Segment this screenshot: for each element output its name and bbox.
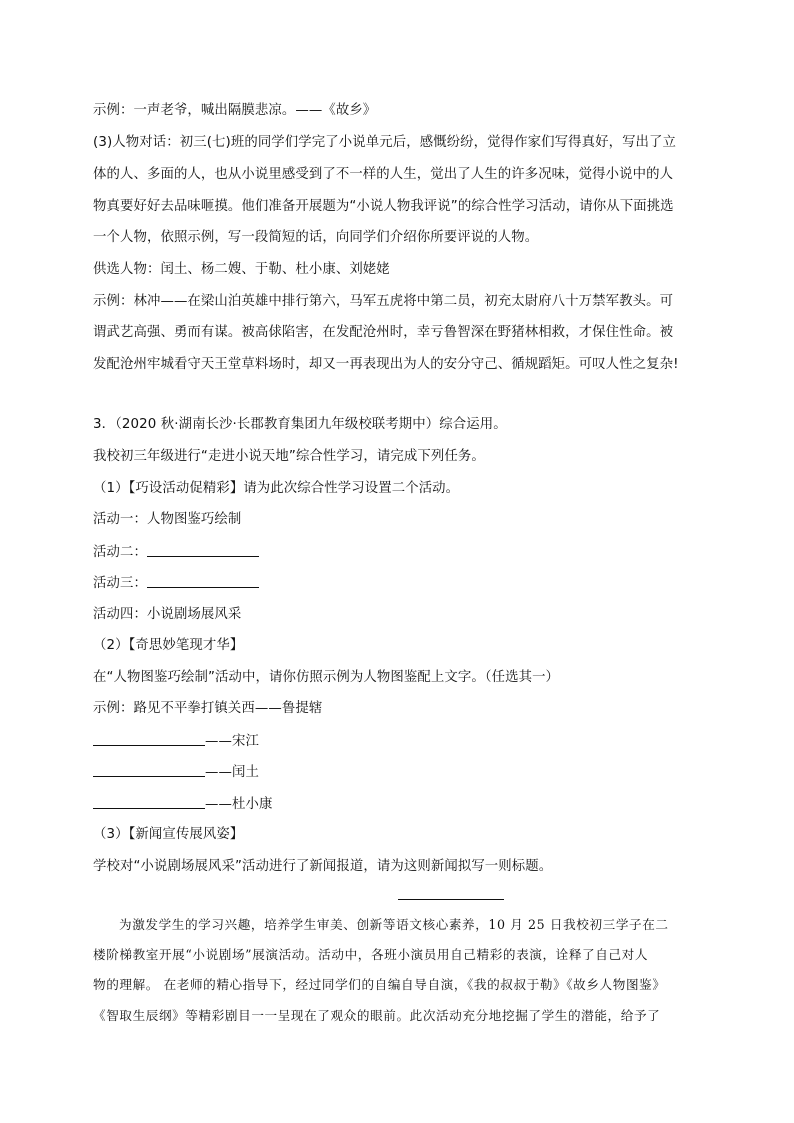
question-3-dialogue-line-2: 体的人、多面的人，也从小说里感受到了不一样的人生，觉出了人生的许多况味，觉得小说中的人	[93, 167, 674, 182]
task-3-heading: （3）【新闻宣传展风姿】	[93, 827, 244, 842]
news-paragraph-line-3: 物的理解。 在老师的精心指导下，经过同学们的自编自导自演，《我的叔叔于勒》《故乡人物图鉴》	[93, 977, 666, 992]
caption-runtu-label: ——闰土	[205, 765, 259, 780]
caption-runtu-blank[interactable]	[93, 762, 205, 777]
question-3-heading: 3．（2020 秋·湖南长沙·长郡教育集团九年级校联考期中）综合运用。	[93, 417, 507, 432]
news-paragraph-line-1: 为激发学生的学习兴趣，培养学生审美、创新等语文核心素养，10 月 25 日我校初三学子在二	[119, 917, 669, 932]
news-paragraph-line-4: 《智取生辰纲》等精彩剧目一一呈现在了观众的眼前。此次活动充分地挖掘了学生的潜能，给予了	[93, 1008, 661, 1023]
news-title-blank[interactable]	[398, 898, 504, 900]
candidate-characters: 供选人物：闰土、杨二嫂、于勒、杜小康、刘姥姥	[93, 262, 390, 277]
activity-2	[93, 542, 259, 563]
activity-3-label: 活动三：	[93, 576, 147, 591]
question-3-dialogue-line-4: 一个人物，依照示例，写一段简短的话，向同学们介绍你所要评说的人物。	[93, 230, 539, 245]
activity-4: 活动四：小说剧场展风采	[93, 607, 242, 622]
activity-1: 活动一：人物图鉴巧绘制	[93, 512, 242, 527]
task-2-heading: （2）【奇思妙笔现才华】	[93, 638, 244, 653]
activity-3	[93, 573, 259, 594]
caption-duxiaokang-label: ——杜小康	[205, 797, 273, 812]
task-2-instruction: 在“人物图鉴巧绘制”活动中，请你仿照示例为人物图鉴配上文字。（任选其一）	[93, 670, 560, 685]
question-3-dialogue-line-3: 物真要好好去品味咂摸。他们准备开展题为“小说人物我评说”的综合性学习活动，请你从下面挑选	[93, 199, 674, 214]
question-3-dialogue-line-1: (3)人物对话：初三(七)班的同学们学完了小说单元后，感慨纷纷，觉得作家们写得真好，写出了立	[93, 135, 677, 150]
activity-3-answer-blank[interactable]	[147, 573, 259, 588]
task-1-heading: （1）【巧设活动促精彩】请为此次综合性学习设置二个活动。	[93, 481, 460, 496]
task-3-instruction: 学校对“小说剧场展风采”活动进行了新闻报道，请为这则新闻拟写一则标题。	[93, 859, 553, 874]
caption-duxiaokang	[93, 794, 272, 815]
example-line-guxiang: 示例：一声老爷，喊出隔膜悲凉。——《故乡》	[93, 103, 377, 118]
activity-2-label: 活动二：	[93, 545, 147, 560]
caption-songjiang-label: ——宋江	[205, 734, 259, 749]
activity-2-answer-blank[interactable]	[147, 542, 259, 557]
caption-songjiang-blank[interactable]	[93, 731, 205, 746]
example-linchong-line-1: 示例：林冲——在梁山泊英雄中排行第六，马军五虎将中第二员，初充太尉府八十万禁军教头。可	[93, 294, 674, 309]
caption-runtu	[93, 762, 259, 783]
example-linchong-line-2: 谓武艺高强、勇而有谋。被高俅陷害，在发配沧州时，幸亏鲁智深在野猪林相救，才保住性命。被	[93, 325, 674, 340]
caption-songjiang	[93, 731, 259, 752]
caption-duxiaokang-blank[interactable]	[93, 794, 205, 809]
news-paragraph-line-2: 楼阶梯教室开展“小说剧场”展演活动。活动中，各班小演员用自己精彩的表演，诠释了自己对人	[93, 947, 649, 962]
task-2-example: 示例：路见不平拳打镇关西——鲁提辖	[93, 701, 323, 716]
example-linchong-line-3: 发配沧州牢城看守天王堂草料场时，却又一再表现出为人的安分守己、循规蹈矩。可叹人性之复杂!	[93, 357, 679, 372]
question-3-intro: 我校初三年级进行“走进小说天地”综合性学习，请完成下列任务。	[93, 449, 485, 464]
